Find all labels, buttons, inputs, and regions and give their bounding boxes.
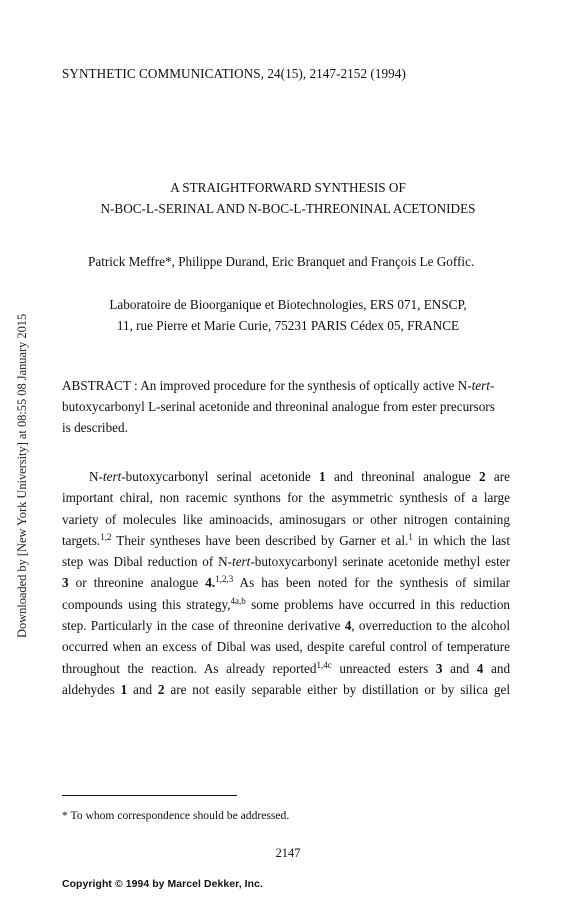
body-line-11: aldehydes 1 and 2 are not easily separable either by distillation or by silica gel <box>62 681 511 697</box>
title-line-2: N-BOC-L-SERINAL AND N-BOC-L-THREONINAL ACETONIDES <box>100 201 476 216</box>
abstract-label: ABSTRACT : <box>62 378 138 393</box>
author-list: Patrick Meffre*, Philippe Durand, Eric Branquet and François Le Goffic. <box>88 254 475 269</box>
page-number: 2147 <box>275 846 301 860</box>
journal-citation: SYNTHETIC COMMUNICATIONS, 24(15), 2147-2152 (1994) <box>62 66 406 81</box>
abstract <box>62 375 510 438</box>
footnote: * To whom correspondence should be addressed. <box>62 809 290 822</box>
body-line-10: throughout the reaction. As already reported$^{1,4c}$ unreacted esters 3 and 4 and <box>62 659 511 676</box>
copyright-notice: Copyright © 1994 by Marcel Dekker, Inc. <box>62 879 263 890</box>
body-line-8: step. Particularly in the case of threonine derivative 4, overreduction to the alcohol <box>62 618 511 634</box>
abstract-line-1: ABSTRACT : An improved procedure for the synthesis of optically active N-tert- <box>62 378 495 393</box>
affiliation <box>0 294 576 336</box>
body-paragraph <box>62 466 510 700</box>
body-line-9: occurred when an excess of Dibal was used, despite careful control of temperature <box>62 639 510 655</box>
affiliation-line-1: Laboratoire de Bioorganique et Biotechnologies, ERS 071, ENSCP, <box>109 297 467 312</box>
body-line-1: N-tert-butoxycarbonyl serinal acetonide 1 and threoninal analogue 2 are <box>89 469 510 484</box>
body-line-3: variety of molecules like aminoacids, aminosugars or other nitrogen containing <box>62 511 510 527</box>
footnote-divider <box>62 795 237 796</box>
body-line-2: important chiral, non racemic synthons for the asymmetric synthesis of a large <box>62 490 510 506</box>
body-line-6: 3 or threonine analogue 4.$^{1,2,3}$ As has been noted for the synthesis of similar <box>62 574 511 591</box>
abstract-line-3: is described. <box>62 420 128 435</box>
download-watermark: Downloaded by [New York University] at 08:55 08 January 2015 <box>15 313 29 638</box>
body-line-4: targets.$^{1,2}$ Their syntheses have been described by Garner et al.$^1$ in which the last <box>62 531 510 548</box>
affiliation-line-2: 11, rue Pierre et Marie Curie, 75231 PARIS Cédex 05, FRANCE <box>116 318 460 333</box>
paper-title <box>0 177 576 219</box>
title-line-1: A STRAIGHTFORWARD SYNTHESIS OF <box>170 180 406 195</box>
body-line-5: step was Dibal reduction of N-tert-butoxycarbonyl serinate acetonide methyl ester <box>62 554 510 570</box>
body-line-7: compounds using this strategy,$^{4a,b}$ some problems have occurred in this reduction <box>62 595 511 612</box>
abstract-line-2: butoxycarbonyl L-serinal acetonide and threoninal analogue from ester precursors <box>62 399 495 414</box>
